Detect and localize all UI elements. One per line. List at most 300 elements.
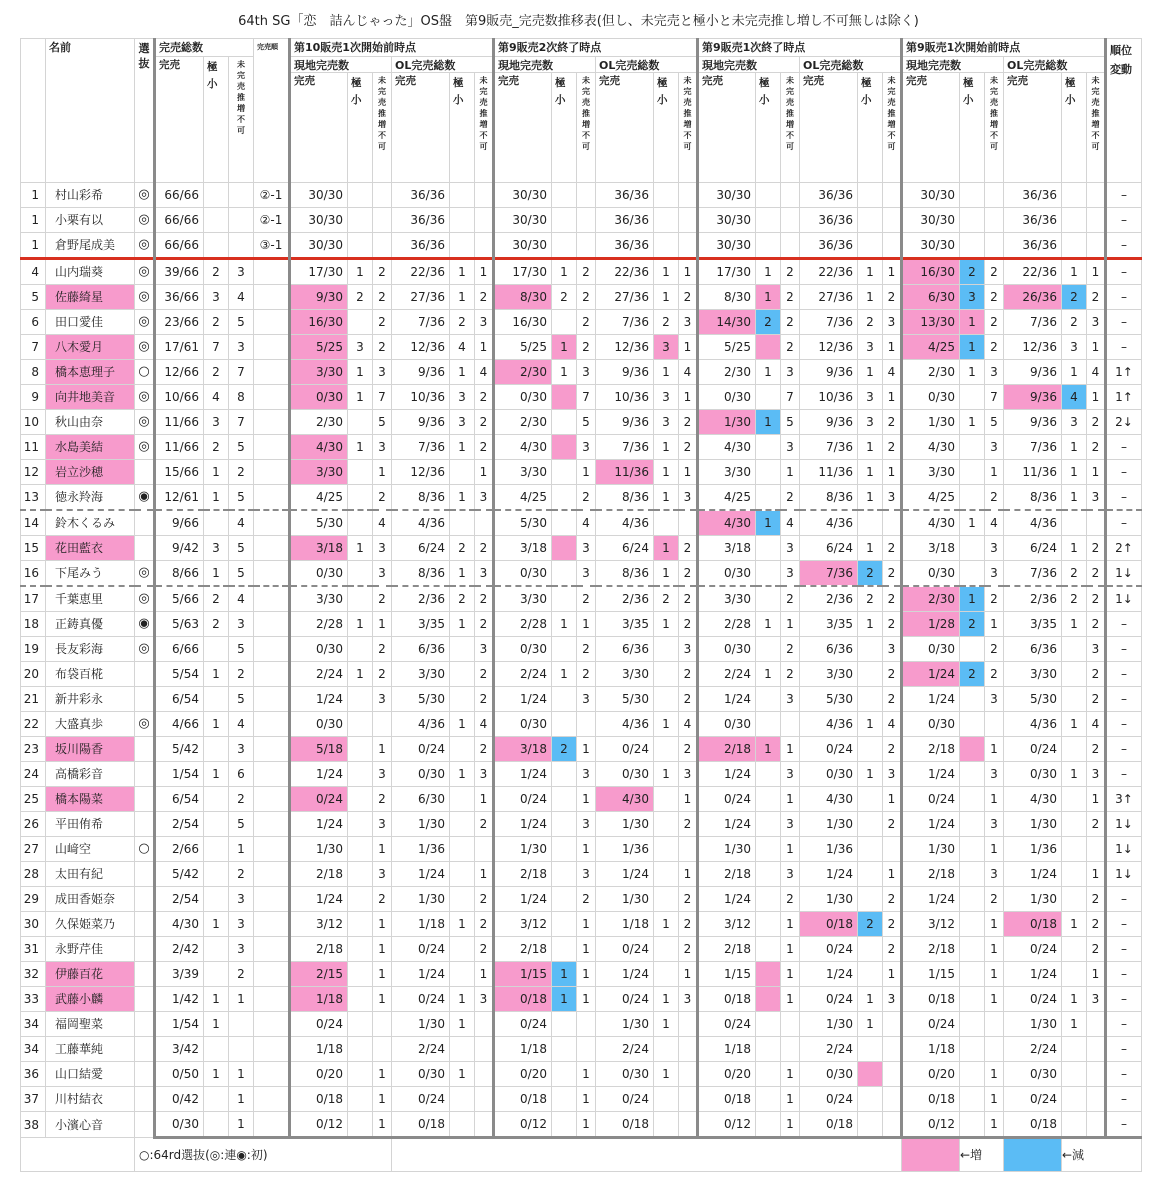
ol-mikan-g4: 2 xyxy=(1087,561,1106,587)
ol-goku-g1 xyxy=(450,183,475,208)
genchi-mikan-g3 xyxy=(781,1012,800,1037)
total-mikan xyxy=(229,233,254,259)
ol-goku-g4 xyxy=(1062,1112,1087,1138)
rank-change: 1↑ xyxy=(1106,385,1142,410)
genchi-goku-g3 xyxy=(756,962,781,987)
ol-mikan-g3 xyxy=(883,208,902,233)
table-title: 64th SG「恋 詰んじゃった」OS盤 第9販売_完売数推移表(但し、未完売と極小と未完売推し増し不可無しは除く) xyxy=(238,14,919,29)
genchi-mikan-g4: 3 xyxy=(985,687,1004,712)
total-goku xyxy=(204,812,229,837)
genchi-goku-g1 xyxy=(348,183,373,208)
genchi-mikan-g3: 2 xyxy=(781,637,800,662)
member-name: 水島美結 xyxy=(46,435,135,460)
ol-mikan-g4 xyxy=(1087,510,1106,536)
ol-kan-g3: 5/30 xyxy=(800,687,858,712)
rank-change: – xyxy=(1106,1062,1142,1087)
ol-goku-g3 xyxy=(858,887,883,912)
ol-mikan-g2 xyxy=(679,1037,698,1062)
genchi-mikan-g4: 1 xyxy=(985,612,1004,637)
ol-goku-g2: 1 xyxy=(654,912,679,937)
genchi-kan-g4: 0/20 xyxy=(902,1062,960,1087)
total-goku xyxy=(204,637,229,662)
genchi-kan-g4: 4/25 xyxy=(902,335,960,360)
ol-goku-g1 xyxy=(450,208,475,233)
genchi-goku-g1 xyxy=(348,737,373,762)
genchi-mikan-g2: 3 xyxy=(577,435,596,460)
ol-kan-g1: 8/36 xyxy=(392,485,450,511)
table-row xyxy=(21,435,1142,460)
ol-kan-g3: 12/36 xyxy=(800,335,858,360)
ol-mikan-g2 xyxy=(679,1087,698,1112)
genchi-mikan-g3 xyxy=(781,1037,800,1062)
ol-goku-g1 xyxy=(450,460,475,485)
genchi-goku-g2: 2 xyxy=(552,737,577,762)
legend-decrease-label: ←減 xyxy=(1062,1138,1142,1172)
genchi-goku-g4 xyxy=(960,1112,985,1138)
total-mikan: 5 xyxy=(229,435,254,460)
rank-change: – xyxy=(1106,937,1142,962)
ol-mikan-g4: 2 xyxy=(1087,937,1106,962)
genchi-kan-g3: 1/18 xyxy=(698,1037,756,1062)
ol-goku-g4 xyxy=(1062,637,1087,662)
genchi-mikan-g3: 1 xyxy=(781,1087,800,1112)
genchi-goku-g2 xyxy=(552,837,577,862)
ol-mikan-g1: 3 xyxy=(475,762,494,787)
rank-change: – xyxy=(1106,637,1142,662)
member-name: 山﨑空 xyxy=(46,837,135,862)
ol-kan-g2: 22/36 xyxy=(596,259,654,285)
genchi-kan-g1: 0/30 xyxy=(290,561,348,587)
genchi-goku-g4 xyxy=(960,687,985,712)
ol-goku-g1: 1 xyxy=(450,435,475,460)
total-goku xyxy=(204,937,229,962)
ol-mikan-g2 xyxy=(679,1012,698,1037)
total-kan: 8/66 xyxy=(155,561,204,587)
ol-goku-g4 xyxy=(1062,862,1087,887)
genchi-mikan-g4: 2 xyxy=(985,637,1004,662)
genchi-mikan-g3: 3 xyxy=(781,687,800,712)
ol-mikan-g3: 2 xyxy=(883,536,902,561)
ol-goku-g1 xyxy=(450,687,475,712)
ol-goku-g1 xyxy=(450,1087,475,1112)
genchi-goku-g2: 1 xyxy=(552,335,577,360)
rank-change: – xyxy=(1106,183,1142,208)
legend-increase-swatch xyxy=(902,1138,960,1172)
ol-kan-g3: 0/18 xyxy=(800,1112,858,1138)
ol-kan-g2: 1/24 xyxy=(596,862,654,887)
header-group-1: 第10販売1次開始前時点 xyxy=(290,39,494,57)
genchi-kan-g2: 1/24 xyxy=(494,812,552,837)
genchi-mikan-g2 xyxy=(577,183,596,208)
ol-goku-g3 xyxy=(858,662,883,687)
genchi-goku-g1 xyxy=(348,712,373,737)
ol-mikan-g4: 1 xyxy=(1087,787,1106,812)
total-mikan: 5 xyxy=(229,637,254,662)
header-ol-4: OL完売総数 xyxy=(1004,57,1106,73)
member-name: 成田香姫奈 xyxy=(46,887,135,912)
ol-goku-g3 xyxy=(858,1062,883,1087)
sold-order xyxy=(254,259,290,285)
genchi-goku-g2 xyxy=(552,510,577,536)
rank-change: – xyxy=(1106,259,1142,285)
genchi-kan-g2: 2/30 xyxy=(494,410,552,435)
ol-kan-g3: 1/24 xyxy=(800,862,858,887)
genchi-kan-g4: 13/30 xyxy=(902,310,960,335)
ol-mikan-g3: 2 xyxy=(883,612,902,637)
ol-mikan-g4 xyxy=(1087,1087,1106,1112)
ol-kan-g2: 8/36 xyxy=(596,561,654,587)
total-goku xyxy=(204,1112,229,1138)
ol-goku-g3 xyxy=(858,1037,883,1062)
header-change: 順位 変動 xyxy=(1106,39,1142,183)
select-mark: ◎ xyxy=(135,183,155,208)
ol-kan-g2: 0/24 xyxy=(596,1087,654,1112)
member-name: 岩立沙穂 xyxy=(46,460,135,485)
ol-mikan-g1: 4 xyxy=(475,712,494,737)
ol-kan-g4: 11/36 xyxy=(1004,460,1062,485)
genchi-goku-g1 xyxy=(348,1112,373,1138)
genchi-mikan-g2 xyxy=(577,1037,596,1062)
ol-goku-g1: 1 xyxy=(450,259,475,285)
sold-order xyxy=(254,1112,290,1138)
genchi-goku-g3: 1 xyxy=(756,285,781,310)
genchi-mikan-g4 xyxy=(985,1012,1004,1037)
table-row xyxy=(21,737,1142,762)
ol-kan-g1: 1/30 xyxy=(392,812,450,837)
ol-goku-g1: 1 xyxy=(450,762,475,787)
genchi-kan-g2: 1/24 xyxy=(494,762,552,787)
genchi-kan-g1: 16/30 xyxy=(290,310,348,335)
ol-goku-g3: 1 xyxy=(858,435,883,460)
genchi-goku-g2 xyxy=(552,1087,577,1112)
ol-kan-g2: 1/36 xyxy=(596,837,654,862)
ol-mikan-g4: 2 xyxy=(1087,737,1106,762)
rank-cell: 34 xyxy=(21,1037,46,1062)
genchi-mikan-g1: 1 xyxy=(373,612,392,637)
ol-goku-g1: 2 xyxy=(450,536,475,561)
select-mark: ◎ xyxy=(135,335,155,360)
ol-goku-g1: 1 xyxy=(450,912,475,937)
genchi-mikan-g1: 2 xyxy=(373,637,392,662)
genchi-goku-g1 xyxy=(348,637,373,662)
genchi-kan-g4: 0/18 xyxy=(902,987,960,1012)
footer-blank xyxy=(392,1138,902,1172)
genchi-goku-g4: 1 xyxy=(960,410,985,435)
genchi-mikan-g1: 2 xyxy=(373,335,392,360)
genchi-goku-g4: 1 xyxy=(960,586,985,612)
ol-kan-g3: 4/36 xyxy=(800,510,858,536)
select-mark xyxy=(135,987,155,1012)
total-goku: 1 xyxy=(204,912,229,937)
rank-cell: 25 xyxy=(21,787,46,812)
genchi-kan-g2: 2/18 xyxy=(494,937,552,962)
ol-goku-g2: 1 xyxy=(654,360,679,385)
ol-kan-g1: 0/30 xyxy=(392,1062,450,1087)
ol-kan-g1: 0/18 xyxy=(392,1112,450,1138)
ol-kan-g1: 36/36 xyxy=(392,233,450,259)
ol-goku-g3: 3 xyxy=(858,385,883,410)
ol-goku-g3 xyxy=(858,510,883,536)
total-kan: 39/66 xyxy=(155,259,204,285)
sold-order xyxy=(254,1012,290,1037)
total-goku: 7 xyxy=(204,335,229,360)
ol-goku-g2 xyxy=(654,887,679,912)
genchi-mikan-g2: 3 xyxy=(577,862,596,887)
genchi-kan-g2: 3/30 xyxy=(494,460,552,485)
header-goku: 極 小 xyxy=(450,73,475,183)
ol-mikan-g1 xyxy=(475,183,494,208)
genchi-goku-g2 xyxy=(552,1037,577,1062)
genchi-goku-g2 xyxy=(552,586,577,612)
ol-goku-g2 xyxy=(654,737,679,762)
genchi-mikan-g2: 3 xyxy=(577,762,596,787)
genchi-kan-g3: 1/24 xyxy=(698,887,756,912)
ol-goku-g2 xyxy=(654,1037,679,1062)
genchi-goku-g1 xyxy=(348,887,373,912)
ol-mikan-g1: 1 xyxy=(475,962,494,987)
genchi-mikan-g3: 3 xyxy=(781,862,800,887)
select-mark: ◎ xyxy=(135,410,155,435)
ol-mikan-g1: 2 xyxy=(475,937,494,962)
genchi-mikan-g2: 3 xyxy=(577,360,596,385)
select-mark xyxy=(135,460,155,485)
genchi-kan-g1: 3/30 xyxy=(290,460,348,485)
ol-mikan-g3 xyxy=(883,1037,902,1062)
ol-kan-g4: 22/36 xyxy=(1004,259,1062,285)
ol-mikan-g4: 2 xyxy=(1087,410,1106,435)
ol-mikan-g3: 1 xyxy=(883,787,902,812)
total-kan: 2/66 xyxy=(155,837,204,862)
select-mark xyxy=(135,536,155,561)
genchi-mikan-g3: 3 xyxy=(781,536,800,561)
table-row xyxy=(21,637,1142,662)
ol-goku-g3: 1 xyxy=(858,762,883,787)
ol-mikan-g3: 3 xyxy=(883,485,902,511)
ol-kan-g3: 36/36 xyxy=(800,183,858,208)
total-kan: 36/66 xyxy=(155,285,204,310)
table-row xyxy=(21,987,1142,1012)
header-total-goku: 極 小 xyxy=(204,57,229,183)
sold-order xyxy=(254,1037,290,1062)
ol-goku-g3 xyxy=(858,937,883,962)
header-group-3: 第9販売1次終了時点 xyxy=(698,39,902,57)
ol-goku-g2: 3 xyxy=(654,335,679,360)
genchi-mikan-g3: 3 xyxy=(781,812,800,837)
total-kan: 10/66 xyxy=(155,385,204,410)
ol-kan-g4: 1/24 xyxy=(1004,862,1062,887)
ol-kan-g3: 1/30 xyxy=(800,1012,858,1037)
genchi-mikan-g2 xyxy=(577,233,596,259)
ol-mikan-g1: 3 xyxy=(475,987,494,1012)
genchi-goku-g4: 2 xyxy=(960,612,985,637)
total-goku: 1 xyxy=(204,987,229,1012)
member-name: 倉野尾成美 xyxy=(46,233,135,259)
genchi-goku-g4 xyxy=(960,787,985,812)
table-row xyxy=(21,586,1142,612)
header-mikan: 未 完 売 推 増 不 可 xyxy=(1087,73,1106,183)
member-name: 鈴木くるみ xyxy=(46,510,135,536)
ol-mikan-g2: 2 xyxy=(679,612,698,637)
rank-cell: 33 xyxy=(21,987,46,1012)
total-goku xyxy=(204,208,229,233)
genchi-mikan-g2: 5 xyxy=(577,410,596,435)
genchi-goku-g1: 1 xyxy=(348,612,373,637)
ol-mikan-g2: 2 xyxy=(679,586,698,612)
genchi-goku-g4 xyxy=(960,937,985,962)
ol-goku-g1: 4 xyxy=(450,335,475,360)
ol-mikan-g2: 1 xyxy=(679,862,698,887)
genchi-goku-g3 xyxy=(756,812,781,837)
total-goku: 4 xyxy=(204,385,229,410)
rank-cell: 29 xyxy=(21,887,46,912)
select-mark: ◎ xyxy=(135,561,155,587)
ol-kan-g3: 0/24 xyxy=(800,937,858,962)
genchi-kan-g3: 1/24 xyxy=(698,812,756,837)
table-row xyxy=(21,762,1142,787)
rank-cell: 34 xyxy=(21,1012,46,1037)
ol-kan-g1: 27/36 xyxy=(392,285,450,310)
ol-kan-g1: 36/36 xyxy=(392,208,450,233)
genchi-kan-g4: 2/30 xyxy=(902,586,960,612)
ol-kan-g3: 36/36 xyxy=(800,233,858,259)
ol-goku-g1 xyxy=(450,662,475,687)
genchi-goku-g1 xyxy=(348,460,373,485)
ol-goku-g2 xyxy=(654,1112,679,1138)
genchi-mikan-g2: 3 xyxy=(577,561,596,587)
genchi-mikan-g1 xyxy=(373,183,392,208)
ol-goku-g1 xyxy=(450,737,475,762)
genchi-goku-g4 xyxy=(960,712,985,737)
sold-order xyxy=(254,662,290,687)
ol-mikan-g3: 3 xyxy=(883,310,902,335)
rank-cell: 30 xyxy=(21,912,46,937)
ol-mikan-g2: 2 xyxy=(679,435,698,460)
ol-mikan-g2 xyxy=(679,837,698,862)
genchi-kan-g1: 0/12 xyxy=(290,1112,348,1138)
total-goku: 2 xyxy=(204,259,229,285)
total-goku xyxy=(204,687,229,712)
genchi-kan-g2: 2/30 xyxy=(494,360,552,385)
rank-change: – xyxy=(1106,762,1142,787)
sold-order xyxy=(254,837,290,862)
ol-goku-g2: 1 xyxy=(654,460,679,485)
member-name: 橋本恵理子 xyxy=(46,360,135,385)
ol-mikan-g3: 2 xyxy=(883,561,902,587)
ol-kan-g3: 1/30 xyxy=(800,887,858,912)
genchi-goku-g4 xyxy=(960,208,985,233)
ol-mikan-g4: 2 xyxy=(1087,586,1106,612)
ol-mikan-g2 xyxy=(679,510,698,536)
ol-mikan-g2: 1 xyxy=(679,335,698,360)
total-goku xyxy=(204,1087,229,1112)
ol-mikan-g4 xyxy=(1087,208,1106,233)
sales-table xyxy=(20,38,1142,1172)
genchi-kan-g4: 2/18 xyxy=(902,862,960,887)
genchi-goku-g1 xyxy=(348,1012,373,1037)
select-mark xyxy=(135,787,155,812)
sold-order xyxy=(254,360,290,385)
genchi-kan-g3: 3/12 xyxy=(698,912,756,937)
ol-goku-g3: 1 xyxy=(858,536,883,561)
genchi-mikan-g4: 1 xyxy=(985,1112,1004,1138)
rank-cell: 9 xyxy=(21,385,46,410)
genchi-kan-g3: 1/24 xyxy=(698,687,756,712)
ol-kan-g3: 0/18 xyxy=(800,912,858,937)
rank-change: – xyxy=(1106,485,1142,511)
rank-change: – xyxy=(1106,435,1142,460)
genchi-mikan-g1: 3 xyxy=(373,812,392,837)
header-mikan: 未 完 売 推 増 不 可 xyxy=(475,73,494,183)
ol-kan-g1: 0/30 xyxy=(392,762,450,787)
ol-kan-g1: 9/36 xyxy=(392,360,450,385)
table-row xyxy=(21,310,1142,335)
ol-goku-g1 xyxy=(450,1112,475,1138)
genchi-kan-g3: 0/12 xyxy=(698,1112,756,1138)
genchi-goku-g1 xyxy=(348,1062,373,1087)
genchi-kan-g4: 0/24 xyxy=(902,1012,960,1037)
ol-goku-g4: 1 xyxy=(1062,435,1087,460)
total-kan: 12/61 xyxy=(155,485,204,511)
header-group-2: 第9販売2次終了時点 xyxy=(494,39,698,57)
select-mark: ○ xyxy=(135,360,155,385)
total-mikan: 7 xyxy=(229,410,254,435)
rank-change: – xyxy=(1106,987,1142,1012)
ol-goku-g3 xyxy=(858,962,883,987)
rank-cell: 21 xyxy=(21,687,46,712)
ol-kan-g4: 0/18 xyxy=(1004,1112,1062,1138)
ol-mikan-g3: 1 xyxy=(883,385,902,410)
header-total-mikan: 未 完 売 推 増 不 可 xyxy=(229,57,254,183)
sold-order xyxy=(254,561,290,587)
member-name: 山口結愛 xyxy=(46,1062,135,1087)
genchi-kan-g1: 1/24 xyxy=(290,812,348,837)
genchi-mikan-g1: 2 xyxy=(373,285,392,310)
rank-cell: 16 xyxy=(21,561,46,587)
select-mark: ○ xyxy=(135,837,155,862)
genchi-kan-g2: 3/18 xyxy=(494,536,552,561)
rank-change: 2↓ xyxy=(1106,410,1142,435)
genchi-mikan-g2 xyxy=(577,712,596,737)
genchi-mikan-g1: 1 xyxy=(373,912,392,937)
ol-kan-g3: 9/36 xyxy=(800,410,858,435)
total-mikan: 5 xyxy=(229,310,254,335)
genchi-mikan-g1: 2 xyxy=(373,887,392,912)
member-name: 橋本陽菜 xyxy=(46,787,135,812)
genchi-kan-g1: 1/24 xyxy=(290,887,348,912)
ol-kan-g1: 1/24 xyxy=(392,862,450,887)
ol-kan-g1: 5/30 xyxy=(392,687,450,712)
ol-goku-g4: 1 xyxy=(1062,712,1087,737)
rank-change: – xyxy=(1106,687,1142,712)
select-mark xyxy=(135,1112,155,1138)
ol-kan-g2: 9/36 xyxy=(596,410,654,435)
ol-mikan-g3: 2 xyxy=(883,912,902,937)
genchi-kan-g4: 1/24 xyxy=(902,762,960,787)
ol-mikan-g3: 2 xyxy=(883,662,902,687)
ol-mikan-g1: 2 xyxy=(475,887,494,912)
genchi-mikan-g2: 1 xyxy=(577,962,596,987)
genchi-goku-g4: 3 xyxy=(960,285,985,310)
genchi-kan-g2: 0/12 xyxy=(494,1112,552,1138)
ol-mikan-g2: 1 xyxy=(679,962,698,987)
ol-kan-g3: 8/36 xyxy=(800,485,858,511)
genchi-kan-g2: 8/30 xyxy=(494,285,552,310)
ol-kan-g2: 1/30 xyxy=(596,887,654,912)
genchi-mikan-g2: 1 xyxy=(577,1062,596,1087)
ol-kan-g1: 7/36 xyxy=(392,310,450,335)
total-mikan: 2 xyxy=(229,662,254,687)
total-mikan: 3 xyxy=(229,737,254,762)
